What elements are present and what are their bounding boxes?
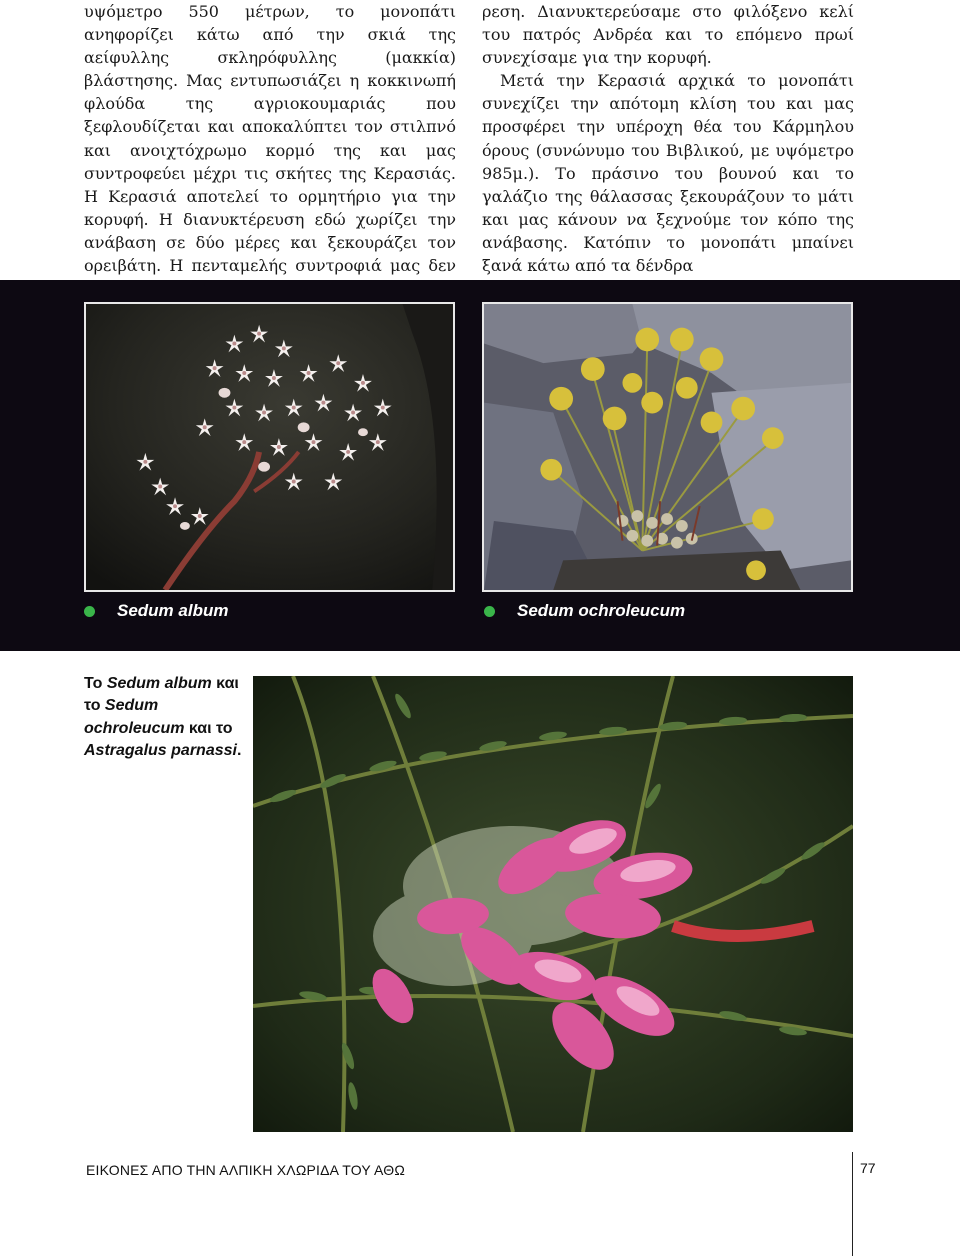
- side-caption-conjunction: και το: [188, 719, 233, 737]
- species-name: Sedum album: [106, 675, 217, 692]
- paragraph: ρεση. Διανυκτερεύσαμε στο φιλόξενο κελί του πατρός Ανδρέα και το επόμενο πρωί συνεχίσαμε για την κορυφή.: [482, 2, 854, 68]
- species-name: Sedum ochroleucum: [84, 697, 189, 737]
- body-text-right-column: [482, 0, 854, 277]
- caption-text: Sedum ochroleucum: [517, 601, 686, 620]
- caption-sedum-ochroleucum: [484, 598, 685, 624]
- photo-sedum-album: [84, 302, 455, 592]
- side-caption-prefix: Το: [84, 675, 107, 692]
- photo-astragalus-parnassi: [253, 676, 853, 1132]
- side-caption-conjunction: και το: [84, 675, 239, 715]
- paragraph: Μετά την Κερασιά αρχικά το μονοπάτι συνεχίζει την απότομη κλίση του και μας προσφέρει την υπέροχη θέα του Κάρμηλου όρους (συνώνυμο του Βιβλικού, με υψόμετρο 985μ.). Το πράσινο του βουνού και το γαλάζιο της θάλασσας ξεκουράζουν το μάτι και μας κάνουν να ξεχνούμε τον κόπο της ανάβασης. Κατόπιν το μονοπάτι μπαίνει ξανά κάτω από τα δένδρα: [482, 71, 854, 276]
- footer-divider: [852, 1152, 853, 1256]
- side-caption-suffix: .: [236, 742, 242, 760]
- side-caption: [84, 673, 244, 763]
- bullet-icon: [484, 606, 495, 617]
- photo-sedum-ochroleucum: [482, 302, 853, 592]
- page-number: 77: [860, 1160, 876, 1176]
- caption-text: Sedum album: [117, 601, 229, 620]
- footer-running-title: ΕΙΚΟΝΕΣ ΑΠΟ ΤΗΝ ΑΛΠΙΚΗ ΧΛΩΡΙΔΑ ΤΟΥ ΑΘΩ: [86, 1162, 406, 1178]
- caption-sedum-album: [84, 598, 228, 624]
- species-name: Astragalus parnassi: [84, 742, 237, 760]
- paragraph: υψόμετρο 550 μέτρων, το μονοπάτι ανηφορίζει κάτω από την σκιά της αείφυλλης σκληρόφυλλης (μακκία) βλάστησης. Μας εντυπωσιάζει η κοκκινωπή φλούδα της αγριοκουμαριάς που ξεφλουδίζεται και αποκαλύπτει τον στιλπνό και ανοιχτόχρωμο κορμό της και μας συντροφεύει μέχρι τις σκήτες της Κερασιάς. Η Κερασιά αποτελεί το ορμητήριο για την κορυφή. Η διανυκτέρευση εδώ χωρίζει την ανάβαση σε δύο μέρες και ξεκουράζει τον ορειβάτη. Η πενταμελής συντροφιά μας δεν: [84, 2, 456, 276]
- body-text-left-column: [84, 0, 456, 300]
- photo-band: [0, 280, 960, 651]
- bullet-icon: [84, 606, 95, 617]
